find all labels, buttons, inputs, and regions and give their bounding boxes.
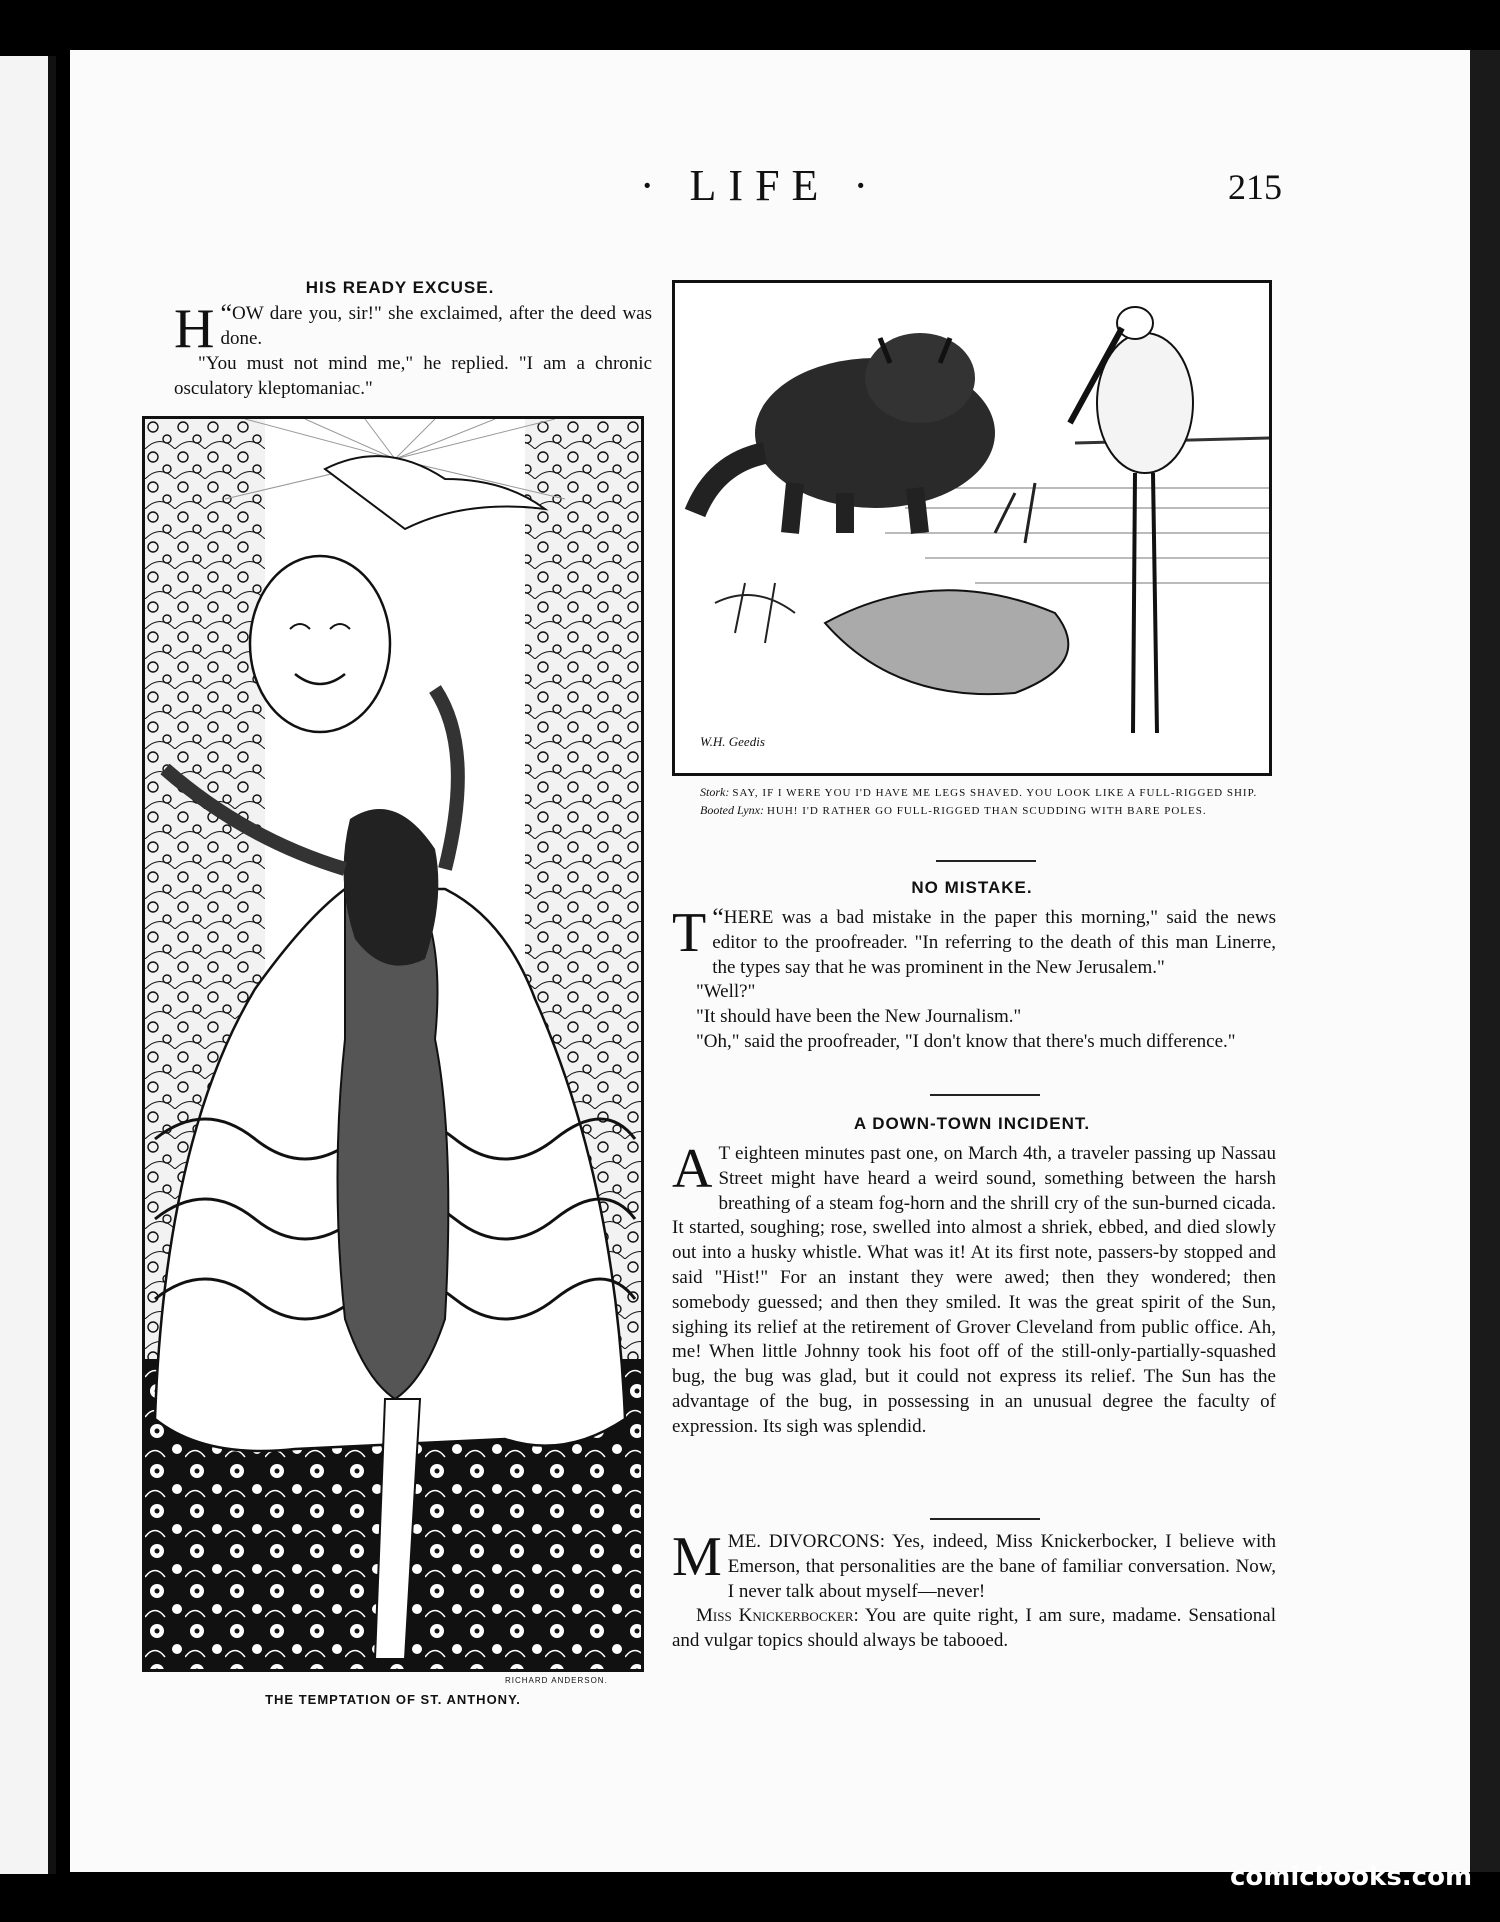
- mme-paragraph-2: : You are quite right, I am sure, madame. Sensational and vulgar topics should always be tabooed.: [672, 1605, 1276, 1652]
- no-mistake-paragraph-2: "Well?": [696, 981, 756, 1003]
- no-mistake-paragraph-1: HERE was a bad mistake in the paper this morning," said the news editor to the proofreader. "In referring to the death of this man Linerre, the types say that he was prominent in the New Jerusalem.": [712, 907, 1276, 978]
- divider-rule: [930, 1094, 1040, 1096]
- divider-rule: [930, 1518, 1040, 1520]
- lynx-speaker: Booted Lynx:: [700, 803, 764, 817]
- adjacent-page-strip: [0, 56, 56, 1874]
- drop-cap-a: A: [672, 1138, 713, 1200]
- drop-cap-m: M: [672, 1526, 722, 1588]
- divider-rule: [936, 860, 1036, 862]
- site-watermark: comicbooks.com: [1230, 1862, 1473, 1892]
- page-number: 215: [1228, 167, 1282, 207]
- no-mistake-text: [672, 902, 1276, 1055]
- page-edge-shadow: [1470, 50, 1500, 1872]
- excuse-paragraph-1: OW dare you, sir!" she exclaimed, after the deed was done.: [220, 303, 652, 349]
- cartoon-artist-signature: W.H. Geedis: [700, 734, 765, 749]
- his-ready-excuse-text: [174, 298, 652, 402]
- illustration-artist-signature: RICHARD ANDERSON.: [505, 1676, 608, 1685]
- stork-lynx-artwork: [675, 283, 1269, 773]
- no-mistake-paragraph-3: "It should have been the New Journalism.": [696, 1006, 1022, 1028]
- mme-divorcons-text: [672, 1526, 1276, 1654]
- st-anthony-artwork: [145, 419, 641, 1669]
- stork-speaker: Stork:: [700, 785, 730, 799]
- down-town-incident-text: [672, 1138, 1276, 1440]
- illustration-caption: THE TEMPTATION OF ST. ANTHONY.: [265, 1692, 521, 1707]
- drop-cap-t: T: [672, 902, 707, 964]
- open-quote: “: [220, 299, 232, 328]
- no-mistake-paragraph-4: "Oh," said the proofreader, "I don't know that there's much difference.": [696, 1030, 1236, 1052]
- down-town-paragraph: T eighteen minutes past one, on March 4th, a traveler passing up Nassau Street might have heard a weird sound, something between the harsh breathing of a steam fog-horn and the shrill cry of the sun-burned cicada. It started, soughing; rose, swelled into almost a shriek, ebbed, and died slowly out into a husky whistle. What was it! At its first note, passers-by stopped and said "Hist!" For an instant they were awed; then they wondered; then somebody guessed; and then they smiled. It was the great spirit of the Sun, sighing its relief at the retirement of Grover Cleveland from public office. Ah, me! When little Johnny took his foot off of the still-only-partially-squashed bug, the bug was glad, but it could not express its relief. The Sun has the advantage of the bug, in possessing in an unusual degree the faculty of expression. Its sigh was splendid.: [672, 1143, 1276, 1437]
- stork-line: SAY, IF I WERE YOU I'D HAVE ME LEGS SHAVED. YOU LOOK LIKE A FULL-RIGGED SHIP.: [732, 787, 1258, 799]
- cartoon-dialogue: [684, 784, 1270, 820]
- no-mistake-heading: NO MISTAKE.: [911, 878, 1033, 897]
- lynx-line: HUH! I'D RATHER GO FULL-RIGGED THAN SCUDDING WITH BARE POLES.: [766, 805, 1207, 817]
- st-anthony-illustration: [142, 416, 644, 1672]
- masthead-title: · LIFE ·: [639, 161, 881, 210]
- his-ready-excuse-heading: HIS READY EXCUSE.: [305, 278, 495, 297]
- open-quote-2: “: [712, 903, 724, 932]
- drop-cap-h: H: [174, 298, 215, 360]
- excuse-paragraph-2: "You must not mind me," he replied. "I am a chronic osculatory kleptomaniac.": [174, 353, 652, 399]
- stork-lynx-cartoon: [672, 280, 1272, 776]
- mme-paragraph-1: ME. DIVORCONS: Yes, indeed, Miss Knickerbocker, I believe with Emerson, that personalities are the bane of familiar conversation. Now, I never talk about myself—never!: [727, 1531, 1276, 1602]
- miss-knickerbocker-speaker: Miss Knickerbocker: [696, 1605, 854, 1627]
- down-town-incident-heading: A DOWN-TOWN INCIDENT.: [853, 1114, 1091, 1133]
